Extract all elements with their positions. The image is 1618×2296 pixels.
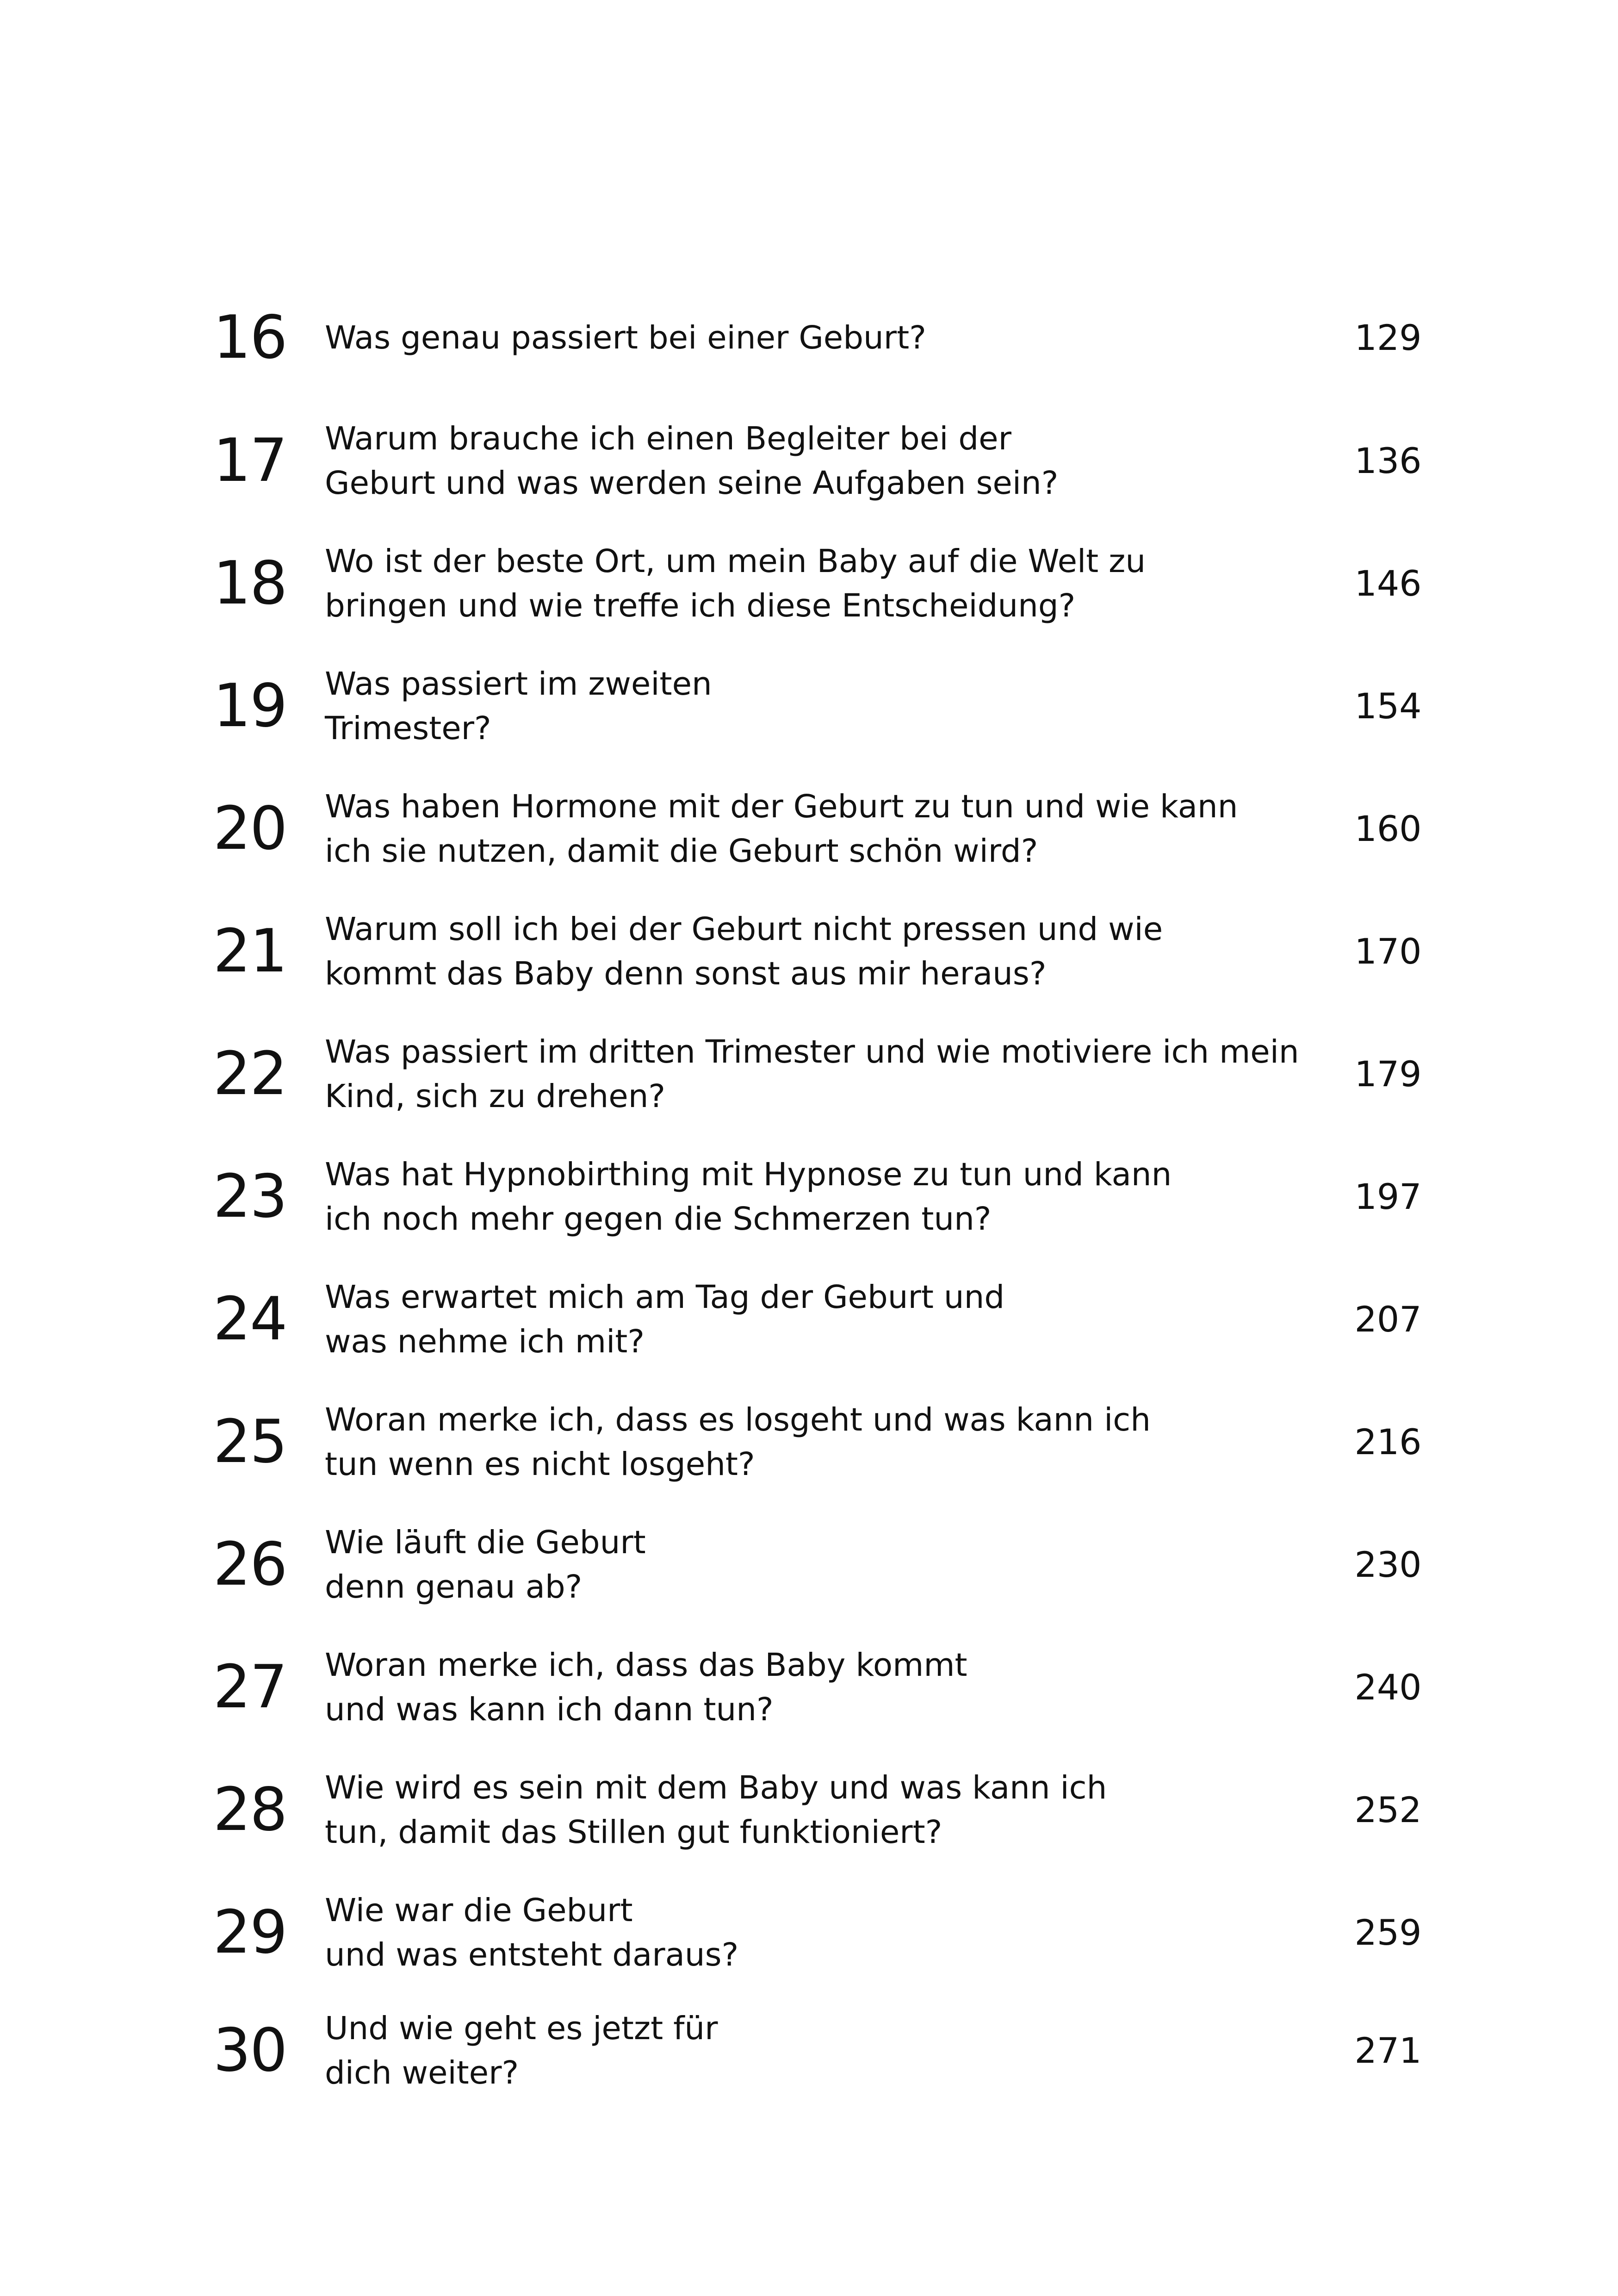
toc-entry[interactable] [0, 1755, 1618, 1866]
chapter-number: 19 [213, 672, 287, 740]
toc-entry[interactable] [0, 1141, 1618, 1252]
page-number: 136 [1354, 440, 1422, 481]
chapter-title-line: tun wenn es nicht losgeht? [325, 1446, 755, 1483]
toc-entry[interactable] [0, 896, 1618, 1007]
chapter-title-line: tun, damit das Stillen gut funktioniert? [325, 1814, 942, 1851]
page-number: 179 [1354, 1053, 1422, 1095]
chapter-number: 23 [213, 1162, 287, 1231]
chapter-title-line: Was genau passiert bei einer Geburt? [325, 319, 926, 356]
toc-entry[interactable] [0, 405, 1618, 516]
chapter-title-line: Und wie geht es jetzt für [325, 2010, 718, 2047]
chapter-number: 21 [213, 917, 287, 986]
chapter-number: 29 [213, 1898, 287, 1967]
page-number: 129 [1354, 317, 1422, 358]
chapter-title-line: Was passiert im zweiten [325, 666, 712, 703]
page-number: 259 [1354, 1912, 1422, 1953]
page-number: 230 [1354, 1544, 1422, 1585]
chapter-title-line: und was kann ich dann tun? [325, 1691, 774, 1728]
chapter-number: 18 [213, 549, 287, 618]
page-number: 160 [1354, 808, 1422, 849]
chapter-title-line: was nehme ich mit? [325, 1323, 645, 1360]
chapter-title-line: Warum brauche ich einen Begleiter bei der [325, 420, 1011, 457]
chapter-title [325, 1995, 1361, 2106]
chapter-title-line: und was entsteht daraus? [325, 1936, 739, 1973]
chapter-title-line: Kind, sich zu drehen? [325, 1078, 666, 1115]
toc-entry[interactable] [0, 1877, 1618, 1988]
toc-entry[interactable] [0, 1019, 1618, 1130]
chapter-title-line: Geburt und was werden seine Aufgaben sein? [325, 465, 1059, 502]
chapter-number: 22 [213, 1039, 287, 1108]
page-number: 252 [1354, 1789, 1422, 1830]
toc-entry[interactable] [0, 651, 1618, 762]
toc-entry[interactable] [0, 282, 1618, 393]
chapter-number: 16 [213, 303, 287, 372]
chapter-title [325, 1019, 1361, 1130]
toc-entry[interactable] [0, 1509, 1618, 1620]
page-number: 271 [1354, 2030, 1422, 2071]
chapter-number: 26 [213, 1530, 287, 1599]
chapter-title [325, 1755, 1361, 1866]
chapter-title-line: Was haben Hormone mit der Geburt zu tun und wie kann [325, 788, 1238, 825]
chapter-title-line: Wie läuft die Geburt [325, 1524, 646, 1561]
chapter-title [325, 1632, 1361, 1743]
chapter-title-line: Woran merke ich, dass das Baby kommt [325, 1647, 967, 1684]
chapter-number: 20 [213, 794, 287, 863]
chapter-title [325, 1264, 1361, 1375]
toc-entry[interactable] [0, 1995, 1618, 2106]
chapter-title-line: Warum soll ich bei der Geburt nicht pressen und wie [325, 911, 1163, 948]
chapter-number: 17 [213, 426, 287, 495]
chapter-number: 24 [213, 1285, 287, 1354]
toc-entry[interactable] [0, 1264, 1618, 1375]
page-number: 197 [1354, 1176, 1422, 1217]
page-number: 146 [1354, 563, 1422, 604]
chapter-title [325, 1387, 1361, 1498]
chapter-title-line: dich weiter? [325, 2054, 519, 2091]
chapter-title-line: Wie wird es sein mit dem Baby und was kann ich [325, 1769, 1107, 1806]
chapter-title-line: denn genau ab? [325, 1568, 583, 1605]
chapter-title-line: Trimester? [325, 710, 491, 747]
chapter-title [325, 405, 1361, 516]
chapter-title-line: ich sie nutzen, damit die Geburt schön wird? [325, 833, 1038, 870]
chapter-title [325, 528, 1361, 639]
page-number: 154 [1354, 685, 1422, 727]
toc-entry[interactable] [0, 1632, 1618, 1743]
chapter-title-line: ich noch mehr gegen die Schmerzen tun? [325, 1201, 992, 1238]
chapter-title-line: Wo ist der beste Ort, um mein Baby auf die Welt zu [325, 543, 1146, 580]
chapter-number: 27 [213, 1653, 287, 1722]
chapter-title-line: Was hat Hypnobirthing mit Hypnose zu tun und kann [325, 1156, 1172, 1193]
chapter-title-line: bringen und wie treffe ich diese Entscheidung? [325, 587, 1076, 624]
chapter-title [325, 1141, 1361, 1252]
chapter-title-line: Woran merke ich, dass es losgeht und was kann ich [325, 1401, 1151, 1438]
chapter-title [325, 282, 1361, 393]
toc-entry[interactable] [0, 773, 1618, 884]
page-number: 170 [1354, 931, 1422, 972]
chapter-title [325, 651, 1361, 762]
chapter-number: 25 [213, 1407, 287, 1476]
toc-entry[interactable] [0, 528, 1618, 639]
page-number: 216 [1354, 1421, 1422, 1462]
chapter-title [325, 896, 1361, 1007]
chapter-title-line: Was passiert im dritten Trimester und wie motiviere ich mein [325, 1033, 1299, 1070]
chapter-title-line: Was erwartet mich am Tag der Geburt und [325, 1279, 1005, 1316]
chapter-title [325, 773, 1361, 884]
chapter-number: 28 [213, 1775, 287, 1844]
chapter-title-line: Wie war die Geburt [325, 1892, 633, 1929]
chapter-title-line: kommt das Baby denn sonst aus mir heraus? [325, 955, 1047, 992]
chapter-title [325, 1509, 1361, 1620]
page-number: 207 [1354, 1299, 1422, 1340]
toc-entry[interactable] [0, 1387, 1618, 1498]
page-number: 240 [1354, 1667, 1422, 1708]
chapter-title [325, 1877, 1361, 1988]
chapter-number: 30 [213, 2016, 287, 2085]
